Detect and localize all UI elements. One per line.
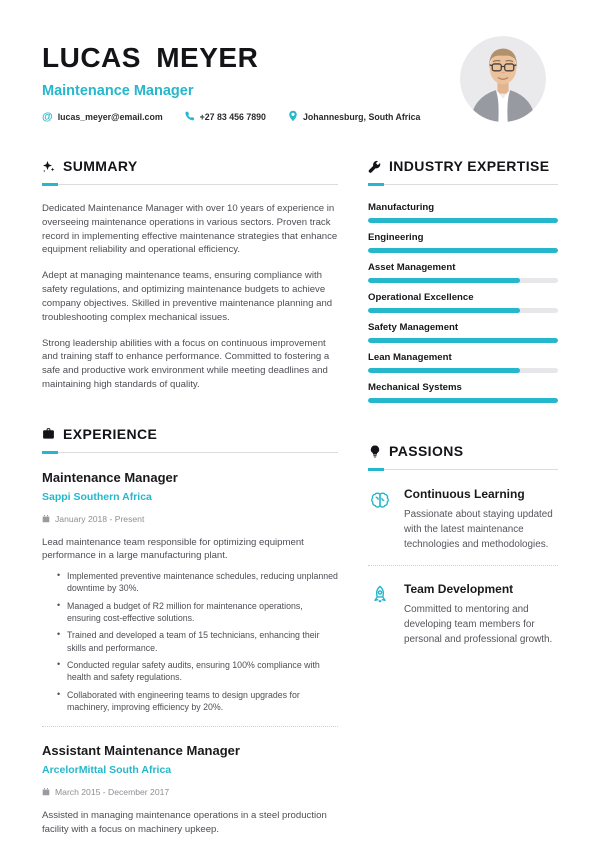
avatar: [460, 36, 546, 122]
industry-expertise-section: [368, 158, 558, 403]
passions-heading: PASSIONS: [389, 443, 464, 459]
contact-email: [42, 112, 163, 123]
section-divider: [42, 183, 338, 186]
skill-bar-track: [368, 278, 558, 283]
job-dates-row: [42, 783, 338, 801]
skill-bar-fill: [368, 338, 558, 343]
contact-phone: [185, 111, 266, 123]
skill-bar-fill: [368, 248, 558, 253]
skill-bar-track: [368, 338, 558, 343]
avatar-photo-illustration: [460, 36, 546, 122]
wrench-icon: [368, 160, 381, 173]
header: [42, 36, 558, 124]
entry-divider: [368, 565, 558, 566]
phone-icon: [185, 111, 195, 123]
passion-title: Continuous Learning: [404, 487, 525, 501]
job-bullet: • Trained and developed a team of 15 technicians, enhancing their skills and performance.: [57, 629, 338, 653]
contact-location: [288, 110, 420, 124]
skill-item: [368, 352, 558, 373]
calendar-icon: [42, 783, 50, 801]
summary-paragraph: Adept at managing maintenance teams, ensuring compliance with safety regulations, and optimizing maintenance budgets to achieve company objectives. Skilled in preventive maintenance planning and troubleshooting complex mechanical issues.: [42, 270, 333, 323]
section-divider: [368, 468, 558, 471]
job-bullet: • Conducted regular safety audits, ensuring 100% compliance with health and safety regulations.: [57, 659, 338, 683]
skill-bar-track: [368, 218, 558, 223]
skill-bar-track: [368, 368, 558, 373]
industry-expertise-header: [368, 158, 558, 174]
right-column: [368, 158, 558, 836]
experience-entry: [42, 743, 338, 836]
summary-header: [42, 158, 338, 174]
job-position: Maintenance Manager: [42, 469, 178, 485]
summary-heading: SUMMARY: [63, 158, 138, 174]
summary-paragraph: Dedicated Maintenance Manager with over 10 years of experience in overseeing maintenance operations in various sectors. Proven track record in implementing effective maintenance strategies that enhance equipment reliability and operational efficiency.: [42, 203, 338, 256]
experience-section: [42, 426, 338, 837]
skill-label: Mechanical Systems: [368, 382, 462, 393]
skill-label: Lean Management: [368, 352, 452, 363]
job-position: Assistant Maintenance Manager: [42, 743, 240, 759]
email-text: lucas_meyer@email.com: [57, 112, 163, 122]
skill-label: Operational Excellence: [368, 292, 474, 303]
calendar-icon: [42, 510, 50, 528]
rocket-icon: [368, 584, 392, 608]
section-divider: [368, 183, 558, 186]
passions-header: [368, 443, 558, 459]
passion-body: [404, 487, 558, 552]
industry-expertise-heading: INDUSTRY EXPERTISE: [389, 158, 550, 174]
passion-body: [404, 582, 558, 647]
experience-heading: EXPERIENCE: [63, 425, 158, 442]
skill-item: [368, 382, 558, 403]
job-company: ArcelorMittal South Africa: [42, 764, 172, 777]
job-title: Maintenance Manager: [42, 83, 194, 99]
job-bullet: • Implemented preventive maintenance schedules, reducing unplanned downtime by 30%.: [57, 570, 338, 594]
skill-bar-fill: [368, 218, 558, 223]
experience-entry: [42, 470, 338, 713]
skill-label: Manufacturing: [368, 202, 435, 213]
email-at-icon: [42, 112, 53, 123]
job-dates: January 2018 - Present: [55, 513, 145, 524]
passions-section: [368, 443, 558, 647]
section-divider: [42, 451, 338, 454]
skill-item: [368, 262, 558, 283]
job-summary: Assisted in managing maintenance operations in a steel production facility with a focus on machinery upkeep.: [42, 810, 327, 835]
page-title: LUCAS MEYER: [42, 42, 259, 73]
experience-header: [42, 426, 338, 442]
skill-bar-fill: [368, 368, 520, 373]
contact-row: [42, 110, 420, 124]
skill-bar-track: [368, 248, 558, 253]
left-column: [42, 158, 338, 836]
skill-bar-fill: [368, 308, 520, 313]
passion-text: Passionate about staying updated with the latest maintenance technologies and methodologies.: [404, 509, 553, 551]
skill-bar-track: [368, 308, 558, 313]
briefcase-icon: [42, 427, 55, 440]
phone-text: +27 83 456 7890: [199, 112, 266, 122]
skill-bar-fill: [368, 398, 558, 403]
header-text: [42, 36, 420, 124]
summary-section: [42, 158, 338, 392]
skill-label: Safety Management: [368, 322, 459, 333]
job-bullet: • Collaborated with engineering teams to design upgrades for machinery, improving efficiency by 20%.: [57, 689, 338, 713]
content-columns: [42, 158, 558, 836]
skill-item: [368, 202, 558, 223]
passion-item: [368, 487, 558, 552]
job-dates-row: [42, 510, 338, 528]
lightbulb-icon: [368, 445, 381, 458]
job-bullet-list: [57, 570, 338, 713]
summary-paragraph: Strong leadership abilities with a focus on continuous improvement and training staff to enhance performance. Committed to fostering a safe and productive work environment while meeting deadlines and maintaining high standards of quality.: [42, 337, 330, 390]
job-summary: Lead maintenance team responsible for optimizing equipment performance in a large manufacturing plant.: [42, 536, 304, 562]
skill-item: [368, 322, 558, 343]
job-company: Sappi Southern Africa: [42, 490, 152, 503]
passion-text: Committed to mentoring and developing team members for personal and professional growth.: [404, 604, 553, 646]
sparkle-icon: [42, 160, 55, 173]
skill-item: [368, 232, 558, 253]
skill-bar-track: [368, 398, 558, 403]
passion-item: [368, 582, 558, 647]
skill-label: Asset Management: [368, 262, 456, 273]
job-dates: March 2015 - December 2017: [55, 787, 170, 798]
location-pin-icon: [288, 110, 298, 124]
brain-icon: [368, 489, 392, 513]
skill-bar-fill: [368, 278, 520, 283]
entry-divider: [42, 726, 338, 727]
skill-label: Engineering: [368, 232, 424, 243]
skill-item: [368, 292, 558, 313]
location-text: Johannesburg, South Africa: [302, 112, 421, 122]
passion-title: Team Development: [404, 582, 514, 597]
job-bullet: • Managed a budget of R2 million for maintenance operations, ensuring cost-effective solutions.: [57, 600, 338, 624]
